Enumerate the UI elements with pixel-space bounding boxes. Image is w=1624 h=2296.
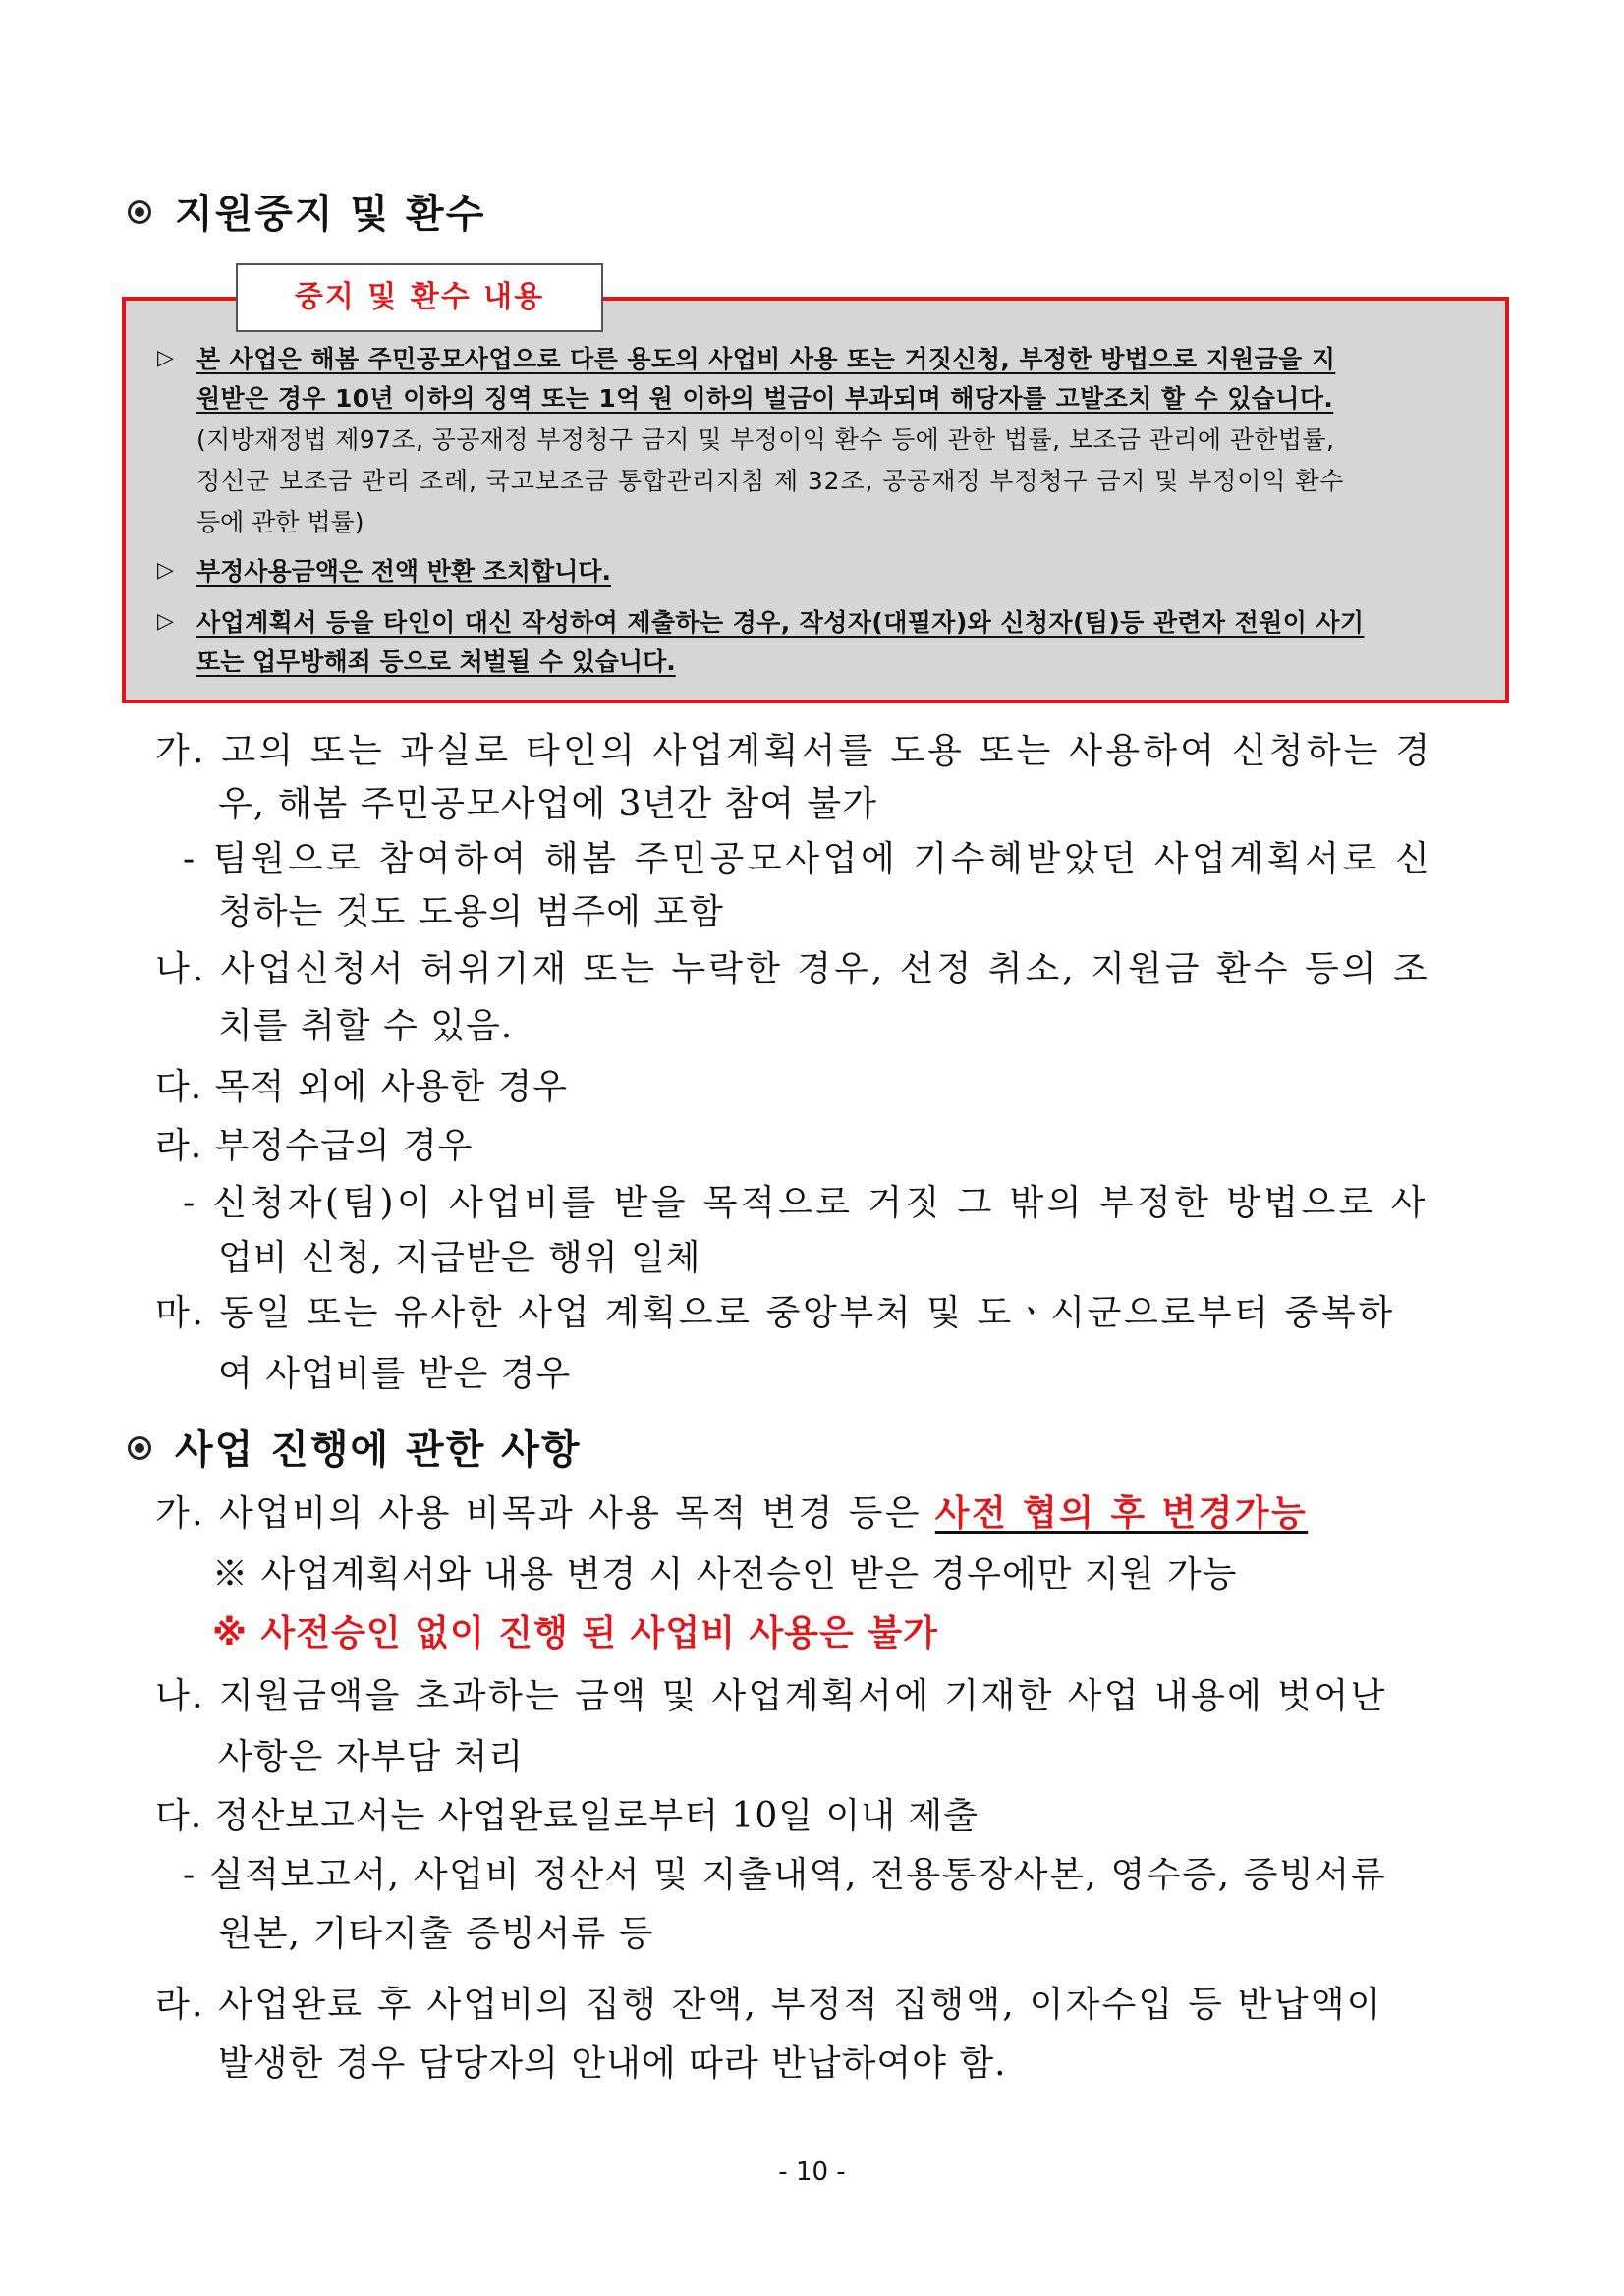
body-line: 마. 동일 또는 유사한 사업 계획으로 중앙부처 및 도ㆍ시군으로부터 중복하 xyxy=(155,1293,1395,1333)
body-line xyxy=(155,1485,1308,1536)
body-line: 원본, 기타지출 증빙서류 등 xyxy=(218,1914,654,1954)
triangle-marker-icon: ▷ xyxy=(157,346,174,370)
notice-line: 본 사업은 해봄 주민공모사업으로 다른 용도의 사업비 사용 또는 거짓신청, 부정한 방법으로 지원금을 지 xyxy=(196,345,1336,373)
body-line: 나. 지원금액을 초과하는 금액 및 사업계획서에 기재한 사업 내용에 벗어난 xyxy=(155,1676,1387,1716)
notice-box-tab: 중지 및 환수 내용 xyxy=(236,263,603,332)
body-line: 사항은 자부담 처리 xyxy=(218,1737,525,1777)
body-line: 우, 해봄 주민공모사업에 3년간 참여 불가 xyxy=(218,784,877,824)
body-line: 다. 정산보고서는 사업완료일로부터 10일 이내 제출 xyxy=(155,1796,979,1836)
body-line: 다. 목적 외에 사용한 경우 xyxy=(155,1067,568,1107)
body-line: 청하는 것도 도용의 범주에 포함 xyxy=(218,892,724,932)
triangle-marker-icon: ▷ xyxy=(157,609,174,634)
notice-line: 등에 관한 법률) xyxy=(196,508,364,536)
notice-line: 부정사용금액은 전액 반환 조치합니다. xyxy=(196,557,612,586)
body-line: 여 사업비를 받은 경우 xyxy=(218,1354,572,1394)
triangle-marker-icon: ▷ xyxy=(157,558,174,583)
body-line-text: 가. 사업비의 사용 비목과 사용 목적 변경 등은 xyxy=(155,1493,935,1534)
section-title-suspension xyxy=(128,183,485,239)
notice-line: 원받은 경우 10년 이하의 징역 또는 1억 원 이하의 벌금이 부과되며 해당자를 고발조치 할 수 있습니다. xyxy=(196,384,1334,413)
body-line: 업비 신청, 지급받은 행위 일체 xyxy=(218,1238,701,1278)
body-line: 가. 고의 또는 과실로 타인의 사업계획서를 도용 또는 사용하여 신청하는 경 xyxy=(155,731,1433,771)
body-line: - 팀원으로 참여하여 해봄 주민공모사업에 기수혜받았던 사업계획서로 신 xyxy=(183,839,1433,879)
notice-line: (지방재정법 제97조, 공공재정 부정청구 금지 및 부정이익 환수 등에 관한 법률, 보조금 관리에 관한법률, xyxy=(196,425,1335,454)
circle-bullet-icon xyxy=(128,1436,151,1460)
notice-line: 사업계획서 등을 타인이 대신 작성하여 제출하는 경우, 작성자(대필자)와 신청자(팀)등 관련자 전원이 사기 xyxy=(196,608,1365,637)
circle-bullet-icon xyxy=(128,200,151,224)
section-title-text: 지원중지 및 환수 xyxy=(175,192,486,237)
body-line: 치를 취할 수 있음. xyxy=(218,1006,514,1046)
body-line: 발생한 경우 담당자의 안내에 따라 반납하여야 함. xyxy=(218,2044,1007,2084)
highlight-text: 사전 협의 후 변경가능 xyxy=(934,1493,1309,1534)
body-line: 라. 부정수급의 경우 xyxy=(155,1126,474,1166)
page-number: - 10 - xyxy=(778,2157,846,2187)
body-line: 나. 사업신청서 허위기재 또는 누락한 경우, 선정 취소, 지원금 환수 등의 조 xyxy=(155,949,1430,989)
body-line: - 실적보고서, 사업비 정산서 및 지출내역, 전용통장사본, 영수증, 증빙서류 xyxy=(183,1855,1387,1895)
section-title-text: 사업 진행에 관한 사항 xyxy=(175,1428,582,1473)
body-line: - 신청자(팀)이 사업비를 받을 목적으로 거짓 그 밖의 부정한 방법으로 사 xyxy=(183,1183,1428,1223)
note-line: ※ 사업계획서와 내용 변경 시 사전승인 받은 경우에만 지원 가능 xyxy=(212,1554,1238,1595)
notice-line: 또는 업무방해죄 등으로 처벌될 수 있습니다. xyxy=(196,647,676,676)
warning-note: ※ 사전승인 없이 진행 된 사업비 사용은 불가 xyxy=(212,1613,938,1653)
body-line: 라. 사업완료 후 사업비의 집행 잔액, 부정적 집행액, 이자수입 등 반납액이 xyxy=(155,1985,1383,2025)
section-title-progress xyxy=(128,1419,582,1475)
notice-line: 정선군 보조금 관리 조례, 국고보조금 통합관리지침 제 32조, 공공재정 부정청구 금지 및 부정이익 환수 xyxy=(196,467,1345,495)
